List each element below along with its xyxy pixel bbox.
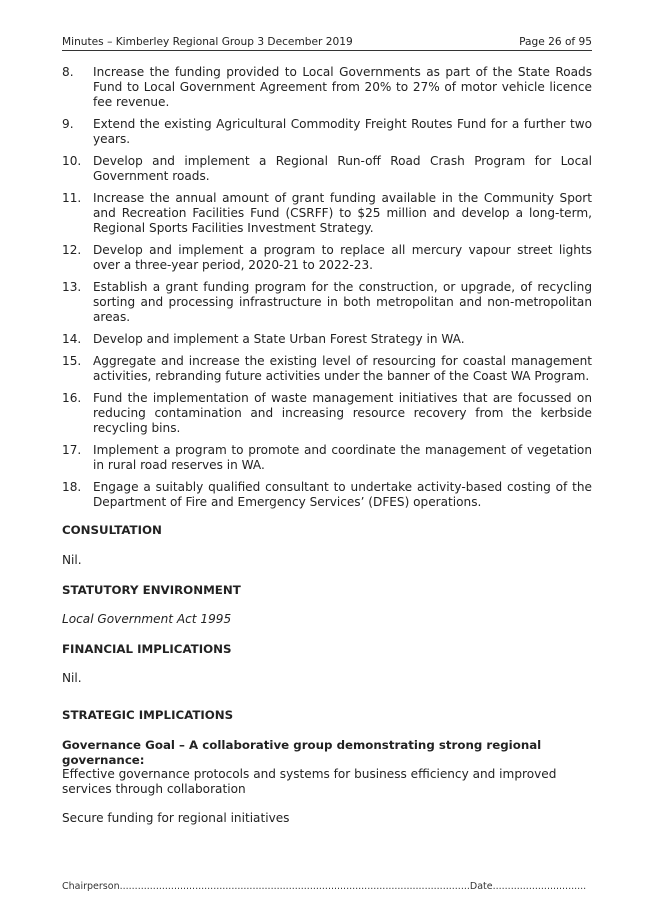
list-item bbox=[62, 191, 592, 236]
item-number: 18. bbox=[62, 480, 82, 494]
governance-text-2: Secure funding for regional initiatives bbox=[62, 811, 290, 825]
consultation-text: Nil. bbox=[62, 553, 82, 567]
item-text: Increase the funding provided to Local Governments as part of the State Roads Fund to Local Government Agreement from 20% to 27% of motor vehicle licence fee revenue. bbox=[93, 65, 592, 109]
financial-text: Nil. bbox=[62, 671, 82, 685]
signature-line: Chairperson....................................................................................................................Date............................... bbox=[62, 881, 587, 892]
item-text: Develop and implement a Regional Run-off Road Crash Program for Local Government roads. bbox=[93, 154, 592, 183]
item-text: Implement a program to promote and coordinate the management of vegetation in rural road reserves in WA. bbox=[93, 443, 592, 472]
list-item bbox=[62, 154, 592, 184]
list-item bbox=[62, 480, 592, 510]
list-item bbox=[62, 332, 592, 347]
item-text: Increase the annual amount of grant funding available in the Community Sport and Recreation Facilities Fund (CSRFF) to $25 million and develop a long-term, Regional Sports Facilities Investment Strategy. bbox=[93, 191, 592, 235]
list-item bbox=[62, 443, 592, 473]
financial-heading: FINANCIAL IMPLICATIONS bbox=[62, 642, 232, 656]
list-item bbox=[62, 117, 592, 147]
item-number: 16. bbox=[62, 391, 82, 405]
item-number: 15. bbox=[62, 354, 82, 368]
item-number: 14. bbox=[62, 332, 82, 346]
item-number: 12. bbox=[62, 243, 82, 257]
list-item bbox=[62, 280, 592, 325]
header-title: Minutes – Kimberley Regional Group 3 December 2019 bbox=[62, 36, 353, 48]
list-item bbox=[62, 65, 592, 110]
item-number: 8. bbox=[62, 65, 74, 79]
item-number: 10. bbox=[62, 154, 82, 168]
item-text: Engage a suitably qualified consultant to undertake activity-based costing of the Department of Fire and Emergency Services’ (DFES) operations. bbox=[93, 480, 592, 509]
strategic-heading: STRATEGIC IMPLICATIONS bbox=[62, 708, 234, 722]
item-number: 13. bbox=[62, 280, 82, 294]
recommendation-list bbox=[62, 65, 592, 517]
consultation-heading: CONSULTATION bbox=[62, 523, 162, 537]
item-text: Develop and implement a program to replace all mercury vapour street lights over a three-year period, 2020-21 to 2022-23. bbox=[93, 243, 592, 272]
governance-goal: Governance Goal – A collaborative group demonstrating strong regional governance: bbox=[62, 738, 542, 767]
list-item bbox=[62, 391, 592, 436]
statutory-text: Local Government Act 1995 bbox=[62, 612, 232, 626]
page-number: Page 26 of 95 bbox=[519, 36, 592, 48]
item-text: Aggregate and increase the existing level of resourcing for coastal management activities, rebranding future activities under the banner of the Coast WA Program. bbox=[93, 354, 592, 383]
item-text: Extend the existing Agricultural Commodity Freight Routes Fund for a further two years. bbox=[93, 117, 592, 146]
item-number: 9. bbox=[62, 117, 74, 131]
list-item bbox=[62, 243, 592, 273]
list-item bbox=[62, 354, 592, 384]
item-text: Establish a grant funding program for the construction, or upgrade, of recycling sorting and processing infrastructure in both metropolitan and non-metropolitan areas. bbox=[93, 280, 592, 324]
item-text: Fund the implementation of waste management initiatives that are focussed on reducing contamination and increasing resource recovery from the kerbside recycling bins. bbox=[93, 391, 592, 435]
item-text: Develop and implement a State Urban Forest Strategy in WA. bbox=[93, 332, 465, 346]
page-header bbox=[62, 36, 592, 51]
governance-text-1: Effective governance protocols and systems for business efficiency and improved services through collaboration bbox=[62, 767, 557, 796]
item-number: 11. bbox=[62, 191, 82, 205]
item-number: 17. bbox=[62, 443, 82, 457]
statutory-heading: STATUTORY ENVIRONMENT bbox=[62, 583, 241, 597]
